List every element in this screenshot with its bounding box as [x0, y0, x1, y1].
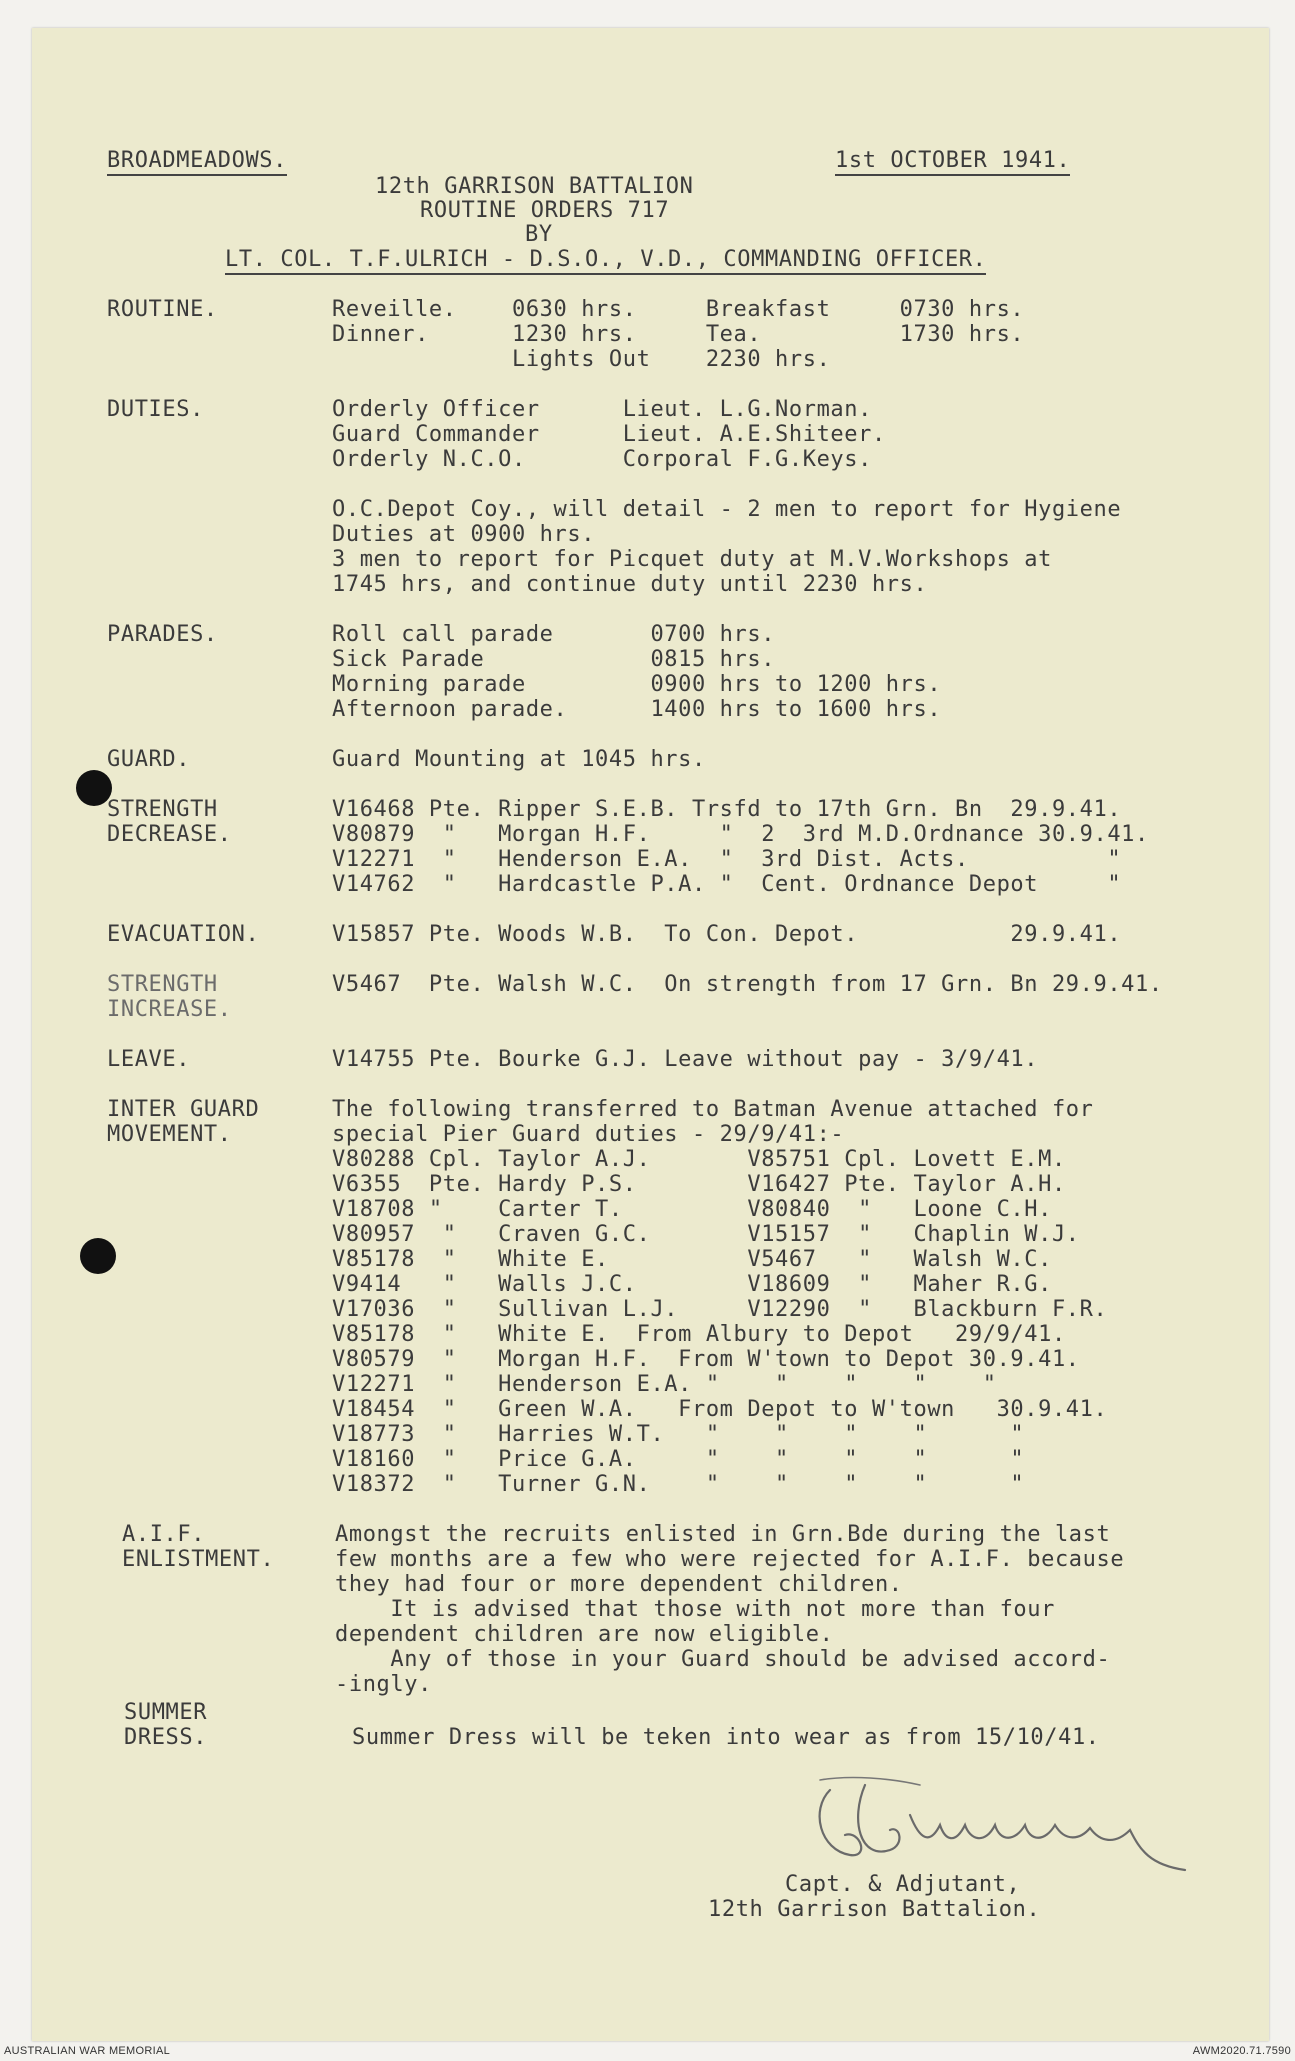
inter-guard-line: V12271 " Henderson E.A. " " " " " [332, 1372, 997, 1397]
signature-unit: 12th Garrison Battalion. [708, 1897, 1041, 1922]
aif-heading: A.I.F. [122, 1522, 206, 1547]
summer-line: Summer Dress will be teken into wear as from 15/10/41. [352, 1725, 1100, 1750]
inter-guard-heading: INTER GUARD [107, 1097, 260, 1122]
strength-decrease-line: V16468 Pte. Ripper S.E.B. Trsfd to 17th Grn. Bn 29.9.41. [332, 797, 1122, 822]
date: 1st OCTOBER 1941. [835, 148, 1070, 176]
inter-guard-line: V18708 " Carter T. V80840 " Loone C.H. [332, 1197, 1052, 1222]
parades-line: Morning parade 0900 hrs to 1200 hrs. [332, 672, 942, 697]
inter-guard-line: V18773 " Harries W.T. " " " " " [332, 1422, 1025, 1447]
strength-increase-line: V5467 Pte. Walsh W.C. On strength from 17 Grn. Bn 29.9.41. [332, 972, 1163, 997]
guard-line: Guard Mounting at 1045 hrs. [332, 747, 706, 772]
footer-archive: AUSTRALIAN WAR MEMORIAL [4, 2045, 171, 2057]
aif-line: Amongst the recruits enlisted in Grn.Bde during the last [335, 1522, 1111, 1547]
routine-heading: ROUTINE. [107, 297, 218, 322]
inter-guard-line: V85178 " White E. From Albury to Depot 29/9/41. [332, 1322, 1066, 1347]
leave-heading: LEAVE. [107, 1047, 191, 1072]
routine-line: Lights Out 2230 hrs. [332, 347, 831, 372]
inter-guard-line: V80957 " Craven G.C. V15157 " Chaplin W.J. [332, 1222, 1080, 1247]
inter-guard-line: V9414 " Walls J.C. V18609 " Maher R.G. [332, 1272, 1052, 1297]
aif-line: It is advised that those with not more than four [335, 1597, 1055, 1622]
inter-guard-line: V85178 " White E. V5467 " Walsh W.C. [332, 1247, 1052, 1272]
strength-increase-heading: INCREASE. [107, 997, 232, 1022]
duties-para-line: O.C.Depot Coy., will detail - 2 men to report for Hygiene [332, 497, 1122, 522]
duties-para-line: Duties at 0900 hrs. [332, 522, 596, 547]
summer-heading: SUMMER [124, 1700, 208, 1725]
duties-para-line: 3 men to report for Picquet duty at M.V.Workshops at [332, 547, 1052, 572]
duties-para-line: 1745 hrs, and continue duty until 2230 hrs. [332, 572, 928, 597]
by-label: BY [525, 222, 553, 247]
punch-hole-bottom [80, 1238, 116, 1274]
parades-line: Sick Parade 0815 hrs. [332, 647, 776, 672]
inter-guard-line: V18454 " Green W.A. From Depot to W'town 30.9.41. [332, 1397, 1108, 1422]
routine-line: Reveille. 0630 hrs. Breakfast 0730 hrs. [332, 297, 1025, 322]
orders-title: ROUTINE ORDERS 717 [420, 198, 670, 223]
strength-increase-heading: STRENGTH [107, 972, 218, 997]
parades-heading: PARADES. [107, 622, 218, 647]
leave-line: V14755 Pte. Bourke G.J. Leave without pay - 3/9/41. [332, 1047, 1039, 1072]
inter-guard-intro: special Pier Guard duties - 29/9/41:- [332, 1122, 845, 1147]
strength-decrease-line: V14762 " Hardcastle P.A. " Cent. Ordnance Depot " [332, 872, 1122, 897]
inter-guard-line: V80288 Cpl. Taylor A.J. V85751 Cpl. Lovett E.M. [332, 1147, 1066, 1172]
guard-heading: GUARD. [107, 747, 191, 772]
inter-guard-line: V18372 " Turner G.N. " " " " " [332, 1472, 1025, 1497]
strength-decrease-line: V12271 " Henderson E.A. " 3rd Dist. Acts. " [332, 847, 1122, 872]
inter-guard-line: V17036 " Sullivan L.J. V12290 " Blackburn F.R. [332, 1297, 1108, 1322]
duties-heading: DUTIES. [107, 397, 204, 422]
duties-line: Guard Commander Lieut. A.E.Shiteer. [332, 422, 886, 447]
aif-line: they had four or more dependent children. [335, 1572, 903, 1597]
unit-title: 12th GARRISON BATTALION [375, 174, 694, 199]
aif-line: Any of those in your Guard should be advised accord- [335, 1647, 1111, 1672]
strength-decrease-heading: STRENGTH [107, 797, 218, 822]
evacuation-heading: EVACUATION. [107, 922, 260, 947]
inter-guard-line: V18160 " Price G.A. " " " " " [332, 1447, 1025, 1472]
inter-guard-line: V80579 " Morgan H.F. From W'town to Depot 30.9.41. [332, 1347, 1080, 1372]
routine-line: Dinner. 1230 hrs. Tea. 1730 hrs. [332, 322, 1025, 347]
duties-line: Orderly Officer Lieut. L.G.Norman. [332, 397, 872, 422]
inter-guard-intro: The following transferred to Batman Avenue attached for [332, 1097, 1094, 1122]
aif-heading: ENLISTMENT. [122, 1547, 275, 1572]
aif-line: few months are a few who were rejected for A.I.F. because [335, 1547, 1125, 1572]
summer-heading: DRESS. [124, 1725, 208, 1750]
aif-line: dependent children are now eligible. [335, 1622, 834, 1647]
strength-decrease-heading: DECREASE. [107, 822, 232, 847]
aif-line: -ingly. [335, 1672, 432, 1697]
strength-decrease-line: V80879 " Morgan H.F. " 2 3rd M.D.Ordnance 30.9.41. [332, 822, 1149, 847]
inter-guard-line: V6355 Pte. Hardy P.S. V16427 Pte. Taylor A.H. [332, 1172, 1066, 1197]
handwritten-signature [790, 1770, 1200, 1880]
parades-line: Roll call parade 0700 hrs. [332, 622, 776, 647]
duties-line: Orderly N.C.O. Corporal F.G.Keys. [332, 447, 872, 472]
commander: LT. COL. T.F.ULRICH - D.S.O., V.D., COMMANDING OFFICER. [225, 247, 986, 275]
parades-line: Afternoon parade. 1400 hrs to 1600 hrs. [332, 697, 942, 722]
evacuation-line: V15857 Pte. Woods W.B. To Con. Depot. 29.9.41. [332, 922, 1122, 947]
inter-guard-heading: MOVEMENT. [107, 1122, 232, 1147]
location: BROADMEADOWS. [107, 148, 287, 176]
footer-accession: AWM2020.71.7590 [1192, 2045, 1291, 2057]
signature-title: Capt. & Adjutant, [785, 1872, 1021, 1897]
